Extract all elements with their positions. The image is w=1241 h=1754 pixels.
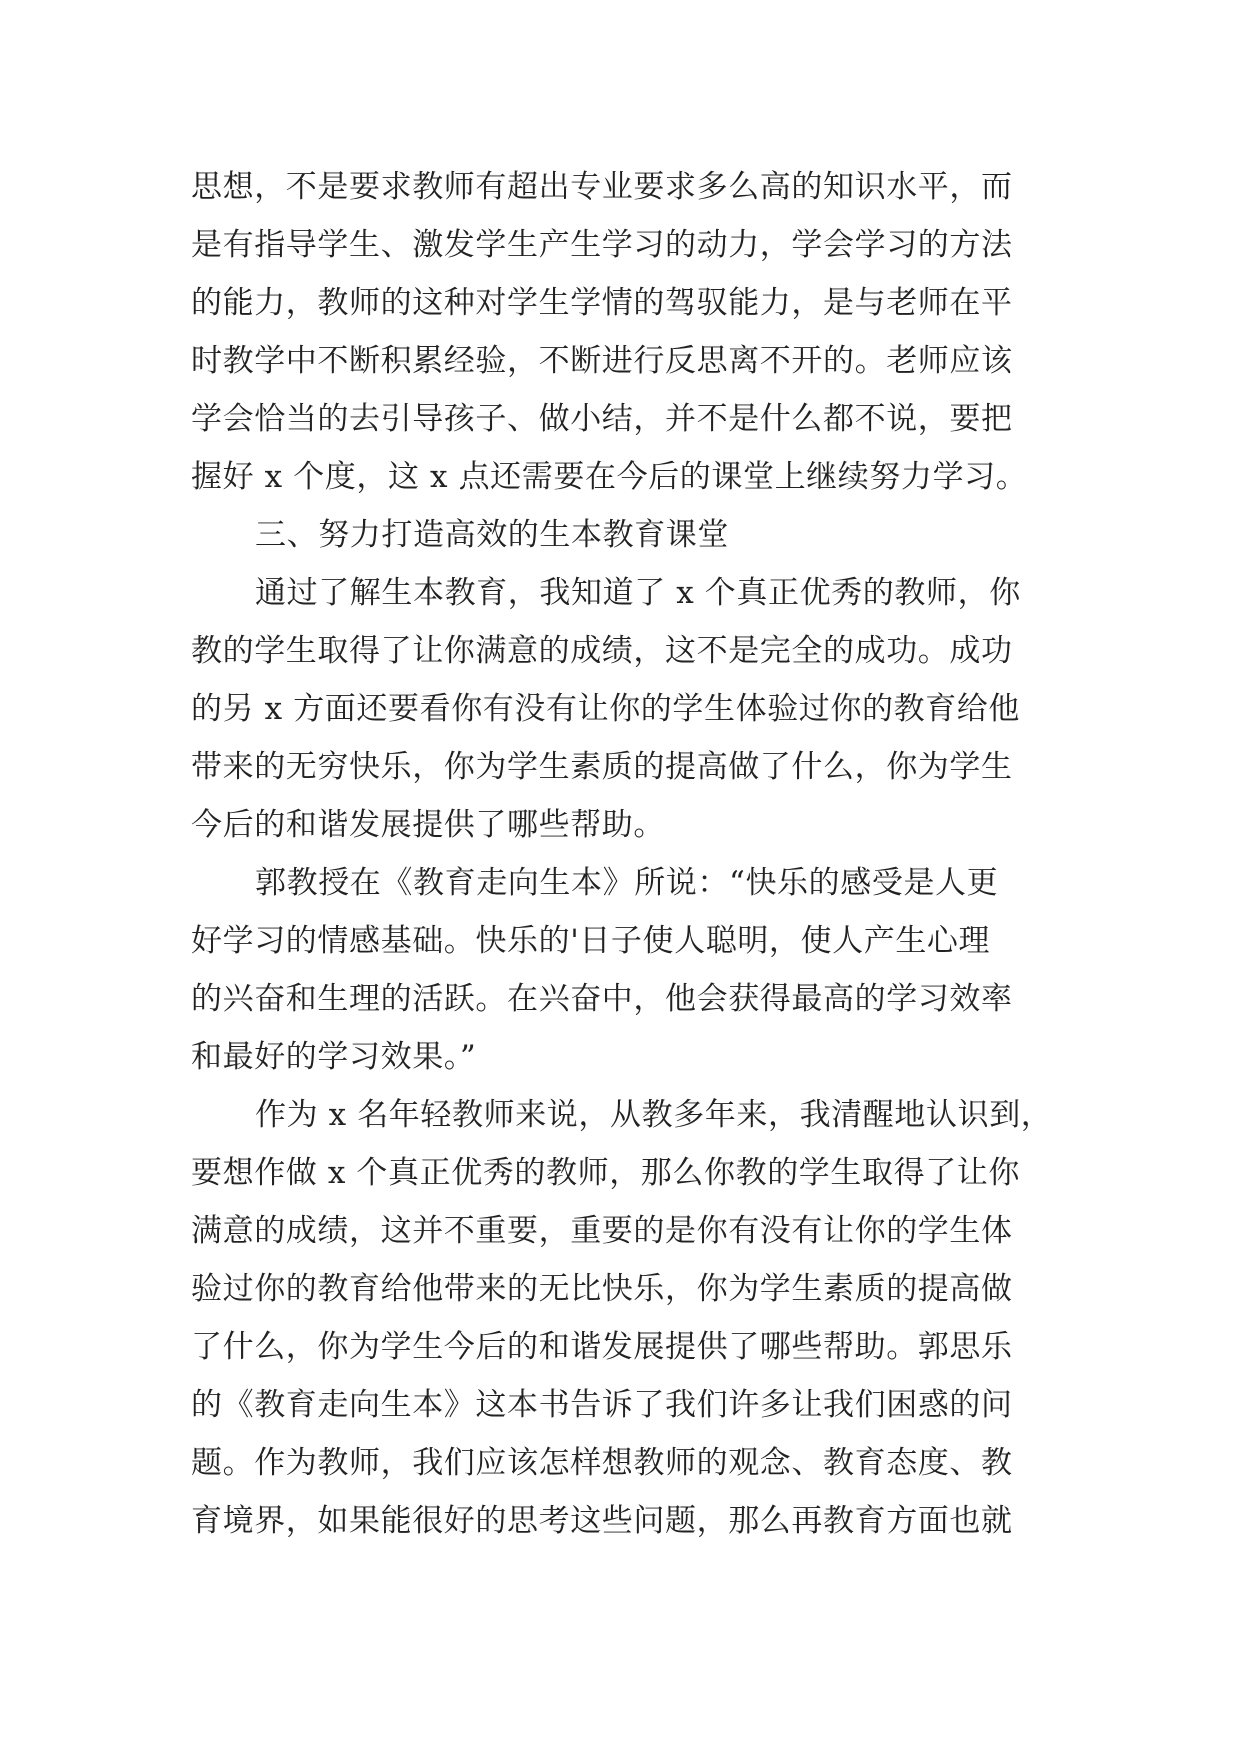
text-line: 的兴奋和生理的活跃。在兴奋中，他会获得最高的学习效率	[191, 981, 1013, 1017]
text-line: 教的学生取得了让你满意的成绩，这不是完全的成功。成功	[191, 633, 1013, 669]
text-line: 通过了解生本教育，我知道了 x 个真正优秀的教师，你	[255, 575, 1021, 611]
text-line: 育境界，如果能很好的思考这些问题，那么再教育方面也就	[191, 1503, 1013, 1539]
text-line: 时教学中不断积累经验，不断进行反思离不开的。老师应该	[191, 343, 1013, 379]
text-line: 了什么，你为学生今后的和谐发展提供了哪些帮助。郭思乐	[191, 1329, 1013, 1365]
text-line: 和最好的学习效果。”	[191, 1039, 477, 1075]
text-line: 作为 x 名年轻教师来说，从教多年来，我清醒地认识到，	[255, 1097, 1053, 1133]
text-line: 的《教育走向生本》这本书告诉了我们许多让我们困惑的问	[191, 1387, 1013, 1423]
text-line: 的能力，教师的这种对学生学情的驾驭能力，是与老师在平	[191, 285, 1013, 321]
text-line: 满意的成绩，这并不重要，重要的是你有没有让你的学生体	[191, 1213, 1013, 1249]
text-line: 学会恰当的去引导孩子、做小结，并不是什么都不说，要把	[191, 401, 1013, 437]
text-line: 是有指导学生、激发学生产生学习的动力，学会学习的方法	[191, 227, 1013, 263]
text-line: 今后的和谐发展提供了哪些帮助。	[191, 807, 665, 843]
text-line: 郭教授在《教育走向生本》所说：“快乐的感受是人更	[255, 865, 999, 901]
text-line: 思想，不是要求教师有超出专业要求多么高的知识水平，而	[191, 169, 1013, 205]
text-line: 好学习的情感基础。快乐的'日子使人聪明，使人产生心理	[191, 923, 991, 959]
text-line: 题。作为教师，我们应该怎样想教师的观念、教育态度、教	[191, 1445, 1013, 1481]
text-line: 带来的无穷快乐，你为学生素质的提高做了什么，你为学生	[191, 749, 1013, 785]
text-line: 的另 x 方面还要看你有没有让你的学生体验过你的教育给他	[191, 691, 1020, 727]
document-body	[191, 158, 1051, 1550]
text-line: 验过你的教育给他带来的无比快乐，你为学生素质的提高做	[191, 1271, 1013, 1307]
text-line: 三、努力打造高效的生本教育课堂	[255, 517, 729, 553]
text-line: 要想作做 x 个真正优秀的教师，那么你教的学生取得了让你	[191, 1155, 1020, 1191]
text-line: 握好 x 个度，这 x 点还需要在今后的课堂上继续努力学习。	[191, 459, 1028, 495]
